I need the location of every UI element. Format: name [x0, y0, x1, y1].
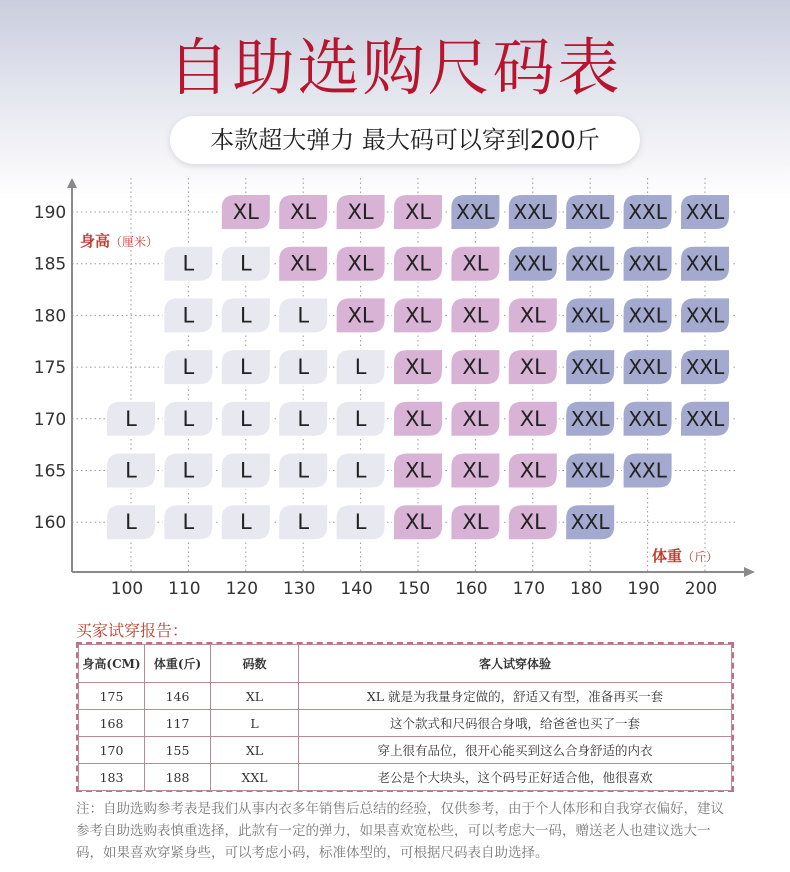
size-tile-label: L	[125, 510, 137, 535]
size-tile-xl	[393, 246, 443, 282]
size-tile-label: L	[182, 406, 195, 431]
size-tile-xxl	[623, 194, 673, 230]
table-row	[79, 710, 732, 737]
size-tile-label: XXL	[685, 251, 725, 276]
size-tile-label: XXL	[628, 406, 667, 431]
x-tick-label: 150	[397, 579, 431, 599]
size-tile-label: L	[354, 406, 367, 431]
size-tile-l	[336, 401, 386, 437]
size-tile-label: L	[125, 458, 137, 483]
size-tile-xxl	[508, 194, 558, 230]
size-tile-xl	[278, 194, 328, 230]
size-tile-label: XXL	[628, 303, 667, 328]
size-tile-label: XL	[519, 458, 546, 483]
size-tile-xl	[508, 401, 558, 437]
size-tile-xxl	[565, 504, 615, 540]
size-tile-label: XXL	[628, 251, 667, 276]
y-tick-label: 160	[33, 513, 67, 534]
size-tile-l	[278, 504, 328, 540]
y-tick-label: 185	[33, 254, 67, 275]
size-tile-l	[221, 504, 271, 540]
size-tile-label: L	[297, 355, 310, 380]
size-tile-label: L	[239, 458, 252, 483]
report-table	[76, 642, 734, 792]
size-tile-l	[221, 401, 271, 437]
size-tile-label: XL	[404, 251, 432, 276]
header-height: 身高(CM)	[79, 645, 145, 683]
size-tile-label: XXL	[570, 406, 610, 431]
footnote: 注：自助选购参考表是我们从事内衣多年销售后总结的经验，仅供参考，由于个人体形和自我穿衣偏好，建议参考自助选购表慎重选择，此款有一定的弹力，如果喜欢宽松些，可以考虑大一码，赠送老人也建议选大一码，如果喜欢穿紧身些，可以考虑小码，标准体型的，可根据尺码表自助选择。	[76, 801, 724, 861]
y-tick-label: 180	[33, 306, 67, 327]
size-tile-label: XL	[404, 303, 432, 328]
size-tile-label: L	[125, 406, 137, 431]
size-tile-xxl	[565, 349, 615, 385]
x-tick-label: 200	[684, 579, 718, 599]
subtitle-banner: 本款超大弹力 最大码可以穿到200斤	[170, 116, 640, 164]
size-tile-label: XXL	[570, 251, 610, 276]
size-tile-l	[278, 297, 328, 333]
size-tile-label: L	[182, 355, 195, 380]
cell-weight: 188	[145, 764, 211, 791]
size-tile-label: L	[297, 303, 310, 328]
size-tile-label: XXL	[570, 200, 610, 224]
size-tile-label: XL	[404, 406, 432, 431]
size-tile-xl	[393, 194, 443, 230]
table-row	[79, 737, 732, 764]
size-tile-l	[163, 504, 213, 540]
size-tile-xl	[336, 246, 386, 282]
x-tick-label: 130	[282, 579, 316, 599]
size-tile-xl	[508, 453, 558, 489]
table-row	[79, 683, 732, 710]
cell-size: XXL	[211, 764, 299, 791]
size-tile-label: XXL	[685, 303, 725, 328]
size-tile-label: XL	[404, 510, 432, 535]
size-tile-label: XL	[519, 303, 546, 328]
size-tile-label: L	[239, 303, 252, 328]
size-tile-xxl	[680, 297, 730, 333]
size-tile-xl	[450, 297, 500, 333]
size-tile-xxl	[623, 246, 673, 282]
size-tile-label: XL	[519, 510, 546, 535]
size-tile-l	[221, 453, 271, 489]
size-tile-xl	[336, 297, 386, 333]
cell-height: 170	[79, 737, 145, 764]
cell-height: 175	[79, 683, 145, 710]
size-tile-l	[336, 504, 386, 540]
size-tile-l	[221, 246, 271, 282]
size-tile-label: XXL	[456, 200, 495, 224]
size-tile-label: XXL	[628, 355, 667, 380]
size-tile-label: XL	[462, 406, 489, 431]
size-tile-l	[106, 504, 156, 540]
cell-experience: 这个款式和尺码很合身哦，给爸爸也买了一套	[299, 710, 732, 737]
size-tile-label: L	[354, 510, 367, 535]
size-tile-l	[221, 349, 271, 385]
y-tick-label: 170	[33, 409, 67, 430]
size-tile-label: XL	[347, 303, 374, 328]
size-tile-l	[163, 453, 213, 489]
size-tile-label: XL	[462, 303, 489, 328]
x-tick-label: 160	[455, 579, 488, 599]
x-tick-label: 100	[110, 579, 144, 599]
cell-experience: XL 就是为我量身定做的，舒适又有型，准备再买一套	[299, 683, 732, 710]
size-tile-label: XL	[519, 406, 546, 431]
cell-weight: 117	[145, 710, 211, 737]
size-tile-l	[106, 453, 156, 489]
size-tile-xl	[393, 349, 443, 385]
size-tile-xl	[450, 246, 500, 282]
cell-size: L	[211, 710, 299, 737]
x-tick-label: 190	[627, 579, 660, 599]
size-tile-xxl	[565, 401, 615, 437]
x-tick-label: 180	[569, 579, 603, 599]
x-axis-arrow-icon	[744, 567, 755, 577]
y-axis-arrow-icon	[67, 178, 77, 188]
size-tile-xxl	[623, 453, 673, 489]
size-tile-label: XXL	[685, 406, 725, 431]
cell-size: XL	[211, 683, 299, 710]
size-tile-label: XL	[462, 458, 489, 483]
size-tile-xxl	[680, 194, 730, 230]
size-tile-label: L	[354, 458, 367, 483]
size-tile-label: XL	[404, 200, 432, 224]
size-tile-l	[278, 453, 328, 489]
size-tile-xl	[508, 504, 558, 540]
size-tile-label: XL	[290, 251, 317, 276]
size-tile-label: XL	[347, 200, 374, 224]
size-tile-xl	[393, 401, 443, 437]
x-tick-label: 110	[168, 579, 201, 599]
size-tile-label: XXL	[513, 251, 553, 276]
size-tile-xl	[508, 349, 558, 385]
size-tile-xxl	[450, 194, 500, 230]
size-tile-xxl	[508, 246, 558, 282]
size-tile-l	[163, 246, 213, 282]
size-tile-xl	[336, 194, 386, 230]
size-tile-xl	[393, 297, 443, 333]
cell-height: 183	[79, 764, 145, 791]
size-tile-label: L	[239, 355, 252, 380]
x-axis-label: 体重（斤）	[652, 547, 719, 565]
y-tick-label: 190	[33, 203, 67, 223]
x-tick-label: 140	[340, 579, 373, 599]
size-tile-xl	[450, 401, 500, 437]
size-tile-xxl	[623, 401, 673, 437]
size-tile-l	[278, 401, 328, 437]
size-tile-l	[336, 453, 386, 489]
size-tile-xl	[393, 504, 443, 540]
size-tile-label: XXL	[628, 200, 667, 224]
size-tile-xl	[278, 246, 328, 282]
size-tile-label: L	[297, 406, 310, 431]
y-axis-label: 身高（厘米）	[80, 232, 159, 250]
cell-height: 168	[79, 710, 145, 737]
size-tile-label: XL	[347, 251, 374, 276]
size-tile-xxl	[680, 349, 730, 385]
page-title: 自助选购尺码表	[167, 31, 623, 104]
size-tile-xxl	[680, 246, 730, 282]
size-tile-label: XXL	[685, 355, 725, 380]
size-tile-l	[163, 297, 213, 333]
size-tile-label: L	[297, 510, 310, 535]
size-tile-label: XXL	[628, 458, 667, 483]
size-tile-label: XL	[290, 200, 317, 224]
y-tick-label: 165	[33, 461, 67, 482]
size-tile-label: L	[354, 355, 367, 380]
size-tile-label: XXL	[570, 510, 610, 535]
size-tile-l	[278, 349, 328, 385]
cell-size: XL	[211, 737, 299, 764]
x-tick-label: 170	[512, 579, 546, 599]
size-tile-xl	[508, 297, 558, 333]
size-tile-label: L	[182, 303, 195, 328]
size-tile-label: L	[297, 458, 310, 483]
report-title: 买家试穿报告：	[76, 621, 189, 640]
table-header-row	[79, 645, 732, 683]
size-tile-xxl	[623, 349, 673, 385]
size-tile-xxl	[680, 401, 730, 437]
size-tile-xxl	[565, 453, 615, 489]
size-tile-l	[336, 349, 386, 385]
cell-weight: 146	[145, 683, 211, 710]
size-tile-xl	[393, 453, 443, 489]
size-tile-label: XXL	[513, 200, 553, 224]
size-tile-label: L	[182, 251, 195, 276]
size-tile-label: XL	[232, 200, 259, 224]
size-tile-xxl	[565, 194, 615, 230]
size-tile-xl	[450, 349, 500, 385]
size-tile-label: XXL	[570, 458, 610, 483]
y-tick-label: 175	[33, 358, 67, 379]
table-row	[79, 764, 732, 791]
size-tile-label: XL	[462, 510, 489, 535]
size-tile-xl	[221, 194, 271, 230]
size-tile-xxl	[565, 246, 615, 282]
size-tile-xxl	[565, 297, 615, 333]
size-tile-label: L	[239, 251, 252, 276]
size-tile-xl	[450, 453, 500, 489]
size-tile-label: XXL	[570, 355, 610, 380]
size-tile-xxl	[623, 297, 673, 333]
size-tile-label: XXL	[570, 303, 610, 328]
size-tile-label: L	[182, 458, 195, 483]
header-size: 码数	[211, 645, 299, 683]
cell-experience: 老公是个大块头，这个码号正好适合他，他很喜欢	[299, 764, 732, 791]
size-tile-label: XL	[404, 355, 432, 380]
size-tile-l	[163, 401, 213, 437]
cell-weight: 155	[145, 737, 211, 764]
size-tile-label: L	[182, 510, 195, 535]
header-weight: 体重(斤)	[145, 645, 211, 683]
size-tile-l	[221, 297, 271, 333]
size-tile-label: XL	[462, 355, 489, 380]
size-tile-label: L	[239, 406, 252, 431]
size-tile-l	[163, 349, 213, 385]
header-experience: 客人试穿体验	[299, 645, 732, 683]
x-tick-label: 120	[225, 579, 259, 599]
size-tile-label: XL	[519, 355, 546, 380]
size-tile-label: L	[239, 510, 252, 535]
size-tile-label: XXL	[685, 200, 725, 224]
size-tile-label: XL	[462, 251, 489, 276]
size-tile-l	[106, 401, 156, 437]
cell-experience: 穿上很有品位，很开心能买到这么合身舒适的内衣	[299, 737, 732, 764]
size-tile-label: XL	[404, 458, 432, 483]
size-tile-xl	[450, 504, 500, 540]
